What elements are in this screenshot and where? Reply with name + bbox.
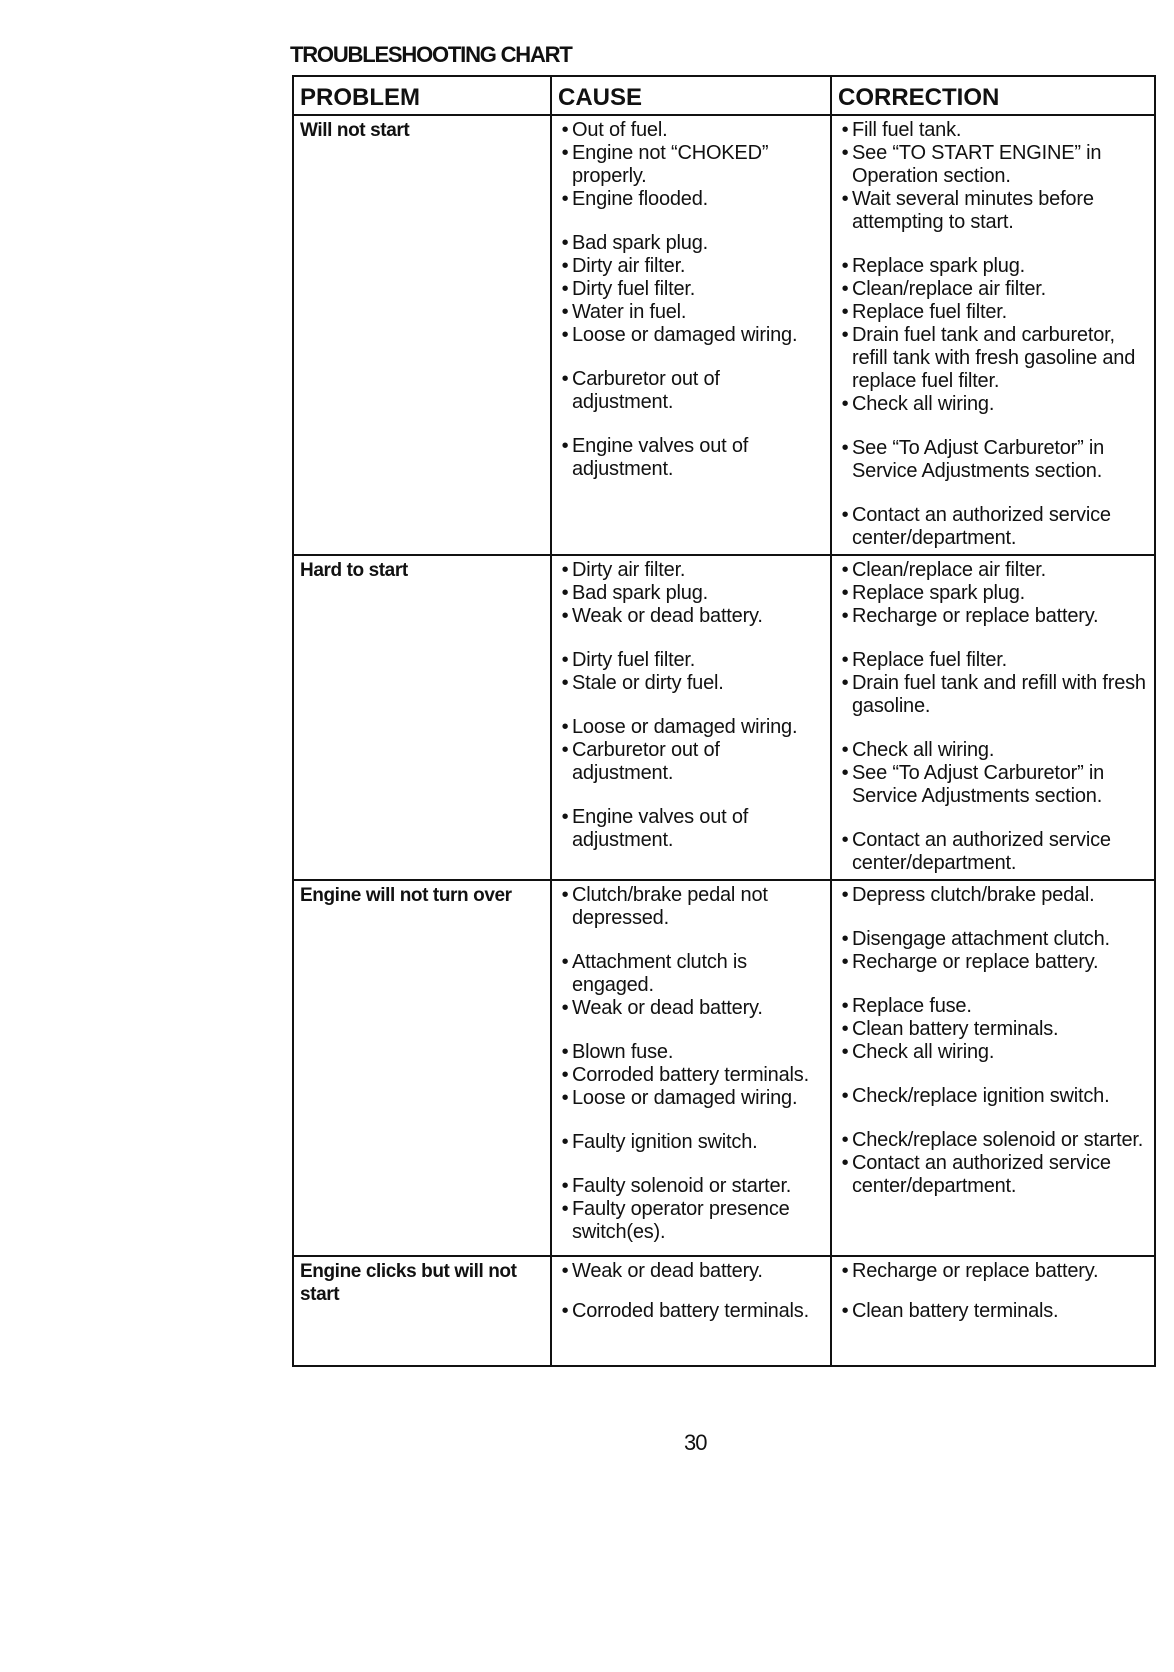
cause-text: Engine valves out of adjustment. xyxy=(572,435,749,480)
correction-cell xyxy=(831,880,1155,1256)
correction-item xyxy=(838,928,1150,951)
header-correction: CORRECTION xyxy=(831,76,1155,115)
bullet-icon: • xyxy=(561,1064,569,1086)
cause-text: Engine flooded. xyxy=(572,188,709,210)
correction-text: Check/replace ignition switch. xyxy=(852,1085,1110,1107)
cause-text: Clutch/brake pedal not depressed. xyxy=(572,884,768,929)
correction-text: Check all wiring. xyxy=(852,393,995,415)
correction-item xyxy=(838,1018,1150,1041)
correction-item xyxy=(838,829,1150,875)
cause-text: Loose or damaged wiring. xyxy=(572,716,798,738)
cause-text: Carburetor out of adjustment. xyxy=(572,739,720,784)
correction-item xyxy=(838,255,1150,278)
correction-item xyxy=(838,884,1150,907)
problem-row xyxy=(293,1256,1155,1366)
bullet-icon: • xyxy=(841,1152,849,1174)
cause-item xyxy=(558,951,826,997)
cause-item xyxy=(558,582,826,605)
cause-text: Engine valves out of adjustment. xyxy=(572,806,749,851)
bullet-icon: • xyxy=(841,437,849,459)
bullet-icon: • xyxy=(561,255,569,277)
correction-text: Recharge or replace battery. xyxy=(852,951,1099,973)
bullet-icon: • xyxy=(561,559,569,581)
cause-text: Bad spark plug. xyxy=(572,232,708,254)
bullet-icon: • xyxy=(841,884,849,906)
bullet-icon: • xyxy=(841,504,849,526)
chart-title: TROUBLESHOOTING CHART xyxy=(290,42,572,67)
cause-text: Corroded battery terminals. xyxy=(572,1064,809,1086)
bullet-icon: • xyxy=(841,672,849,694)
correction-text: Contact an authorized service center/department. xyxy=(852,504,1111,549)
problem-cell xyxy=(293,880,551,1256)
bullet-icon: • xyxy=(561,884,569,906)
cause-item xyxy=(558,301,826,324)
cause-item xyxy=(558,188,826,211)
correction-item xyxy=(838,278,1150,301)
bullet-icon: • xyxy=(561,119,569,141)
correction-item xyxy=(838,1260,1150,1283)
bullet-icon: • xyxy=(561,1087,569,1109)
correction-text: Check all wiring. xyxy=(852,1041,995,1063)
bullet-icon: • xyxy=(841,605,849,627)
problem-cell xyxy=(293,1256,551,1366)
bullet-icon: • xyxy=(561,951,569,973)
bullet-icon: • xyxy=(841,255,849,277)
cause-text: Faulty operator presence switch(es). xyxy=(572,1198,790,1243)
bullet-icon: • xyxy=(841,142,849,164)
correction-text: Clean/replace air filter. xyxy=(852,559,1046,581)
correction-item xyxy=(838,649,1150,672)
cause-item xyxy=(558,324,826,347)
bullet-icon: • xyxy=(841,393,849,415)
bullet-icon: • xyxy=(841,324,849,346)
cause-text: Engine not “CHOKED” properly. xyxy=(572,142,769,187)
correction-item xyxy=(838,301,1150,324)
cause-cell xyxy=(551,1256,831,1366)
cause-text: Water in fuel. xyxy=(572,301,687,323)
cause-item xyxy=(558,1131,826,1154)
correction-text: Wait several minutes before attempting to start. xyxy=(852,188,1094,233)
correction-text: Recharge or replace battery. xyxy=(852,1260,1099,1282)
bullet-icon: • xyxy=(841,1085,849,1107)
bullet-icon: • xyxy=(561,1131,569,1153)
cause-item xyxy=(558,1041,826,1064)
correction-text: Clean battery terminals. xyxy=(852,1018,1059,1040)
cause-item xyxy=(558,142,826,188)
correction-text: Replace spark plug. xyxy=(852,582,1025,604)
troubleshooting-table xyxy=(292,75,1156,1367)
cause-item xyxy=(558,806,826,852)
problem-text: Engine clicks but will not start xyxy=(300,1261,517,1305)
bullet-icon: • xyxy=(561,188,569,210)
bullet-icon: • xyxy=(841,1129,849,1151)
bullet-icon: • xyxy=(561,716,569,738)
bullet-icon: • xyxy=(561,605,569,627)
correction-text: Replace fuel filter. xyxy=(852,301,1007,323)
cause-item xyxy=(558,255,826,278)
correction-item xyxy=(838,1300,1150,1323)
correction-item xyxy=(838,605,1150,628)
correction-text: See “TO START ENGINE” in Operation section. xyxy=(852,142,1102,187)
correction-item xyxy=(838,559,1150,582)
problem-row xyxy=(293,880,1155,1256)
bullet-icon: • xyxy=(841,1300,849,1322)
cause-item xyxy=(558,278,826,301)
cause-item xyxy=(558,649,826,672)
correction-item xyxy=(838,1129,1150,1152)
cause-text: Weak or dead battery. xyxy=(572,1260,763,1282)
correction-item xyxy=(838,119,1150,142)
bullet-icon: • xyxy=(561,649,569,671)
bullet-icon: • xyxy=(841,649,849,671)
correction-cell xyxy=(831,115,1155,555)
cause-text: Loose or damaged wiring. xyxy=(572,1087,798,1109)
correction-item xyxy=(838,951,1150,974)
cause-item xyxy=(558,435,826,481)
correction-item xyxy=(838,762,1150,808)
bullet-icon: • xyxy=(841,188,849,210)
correction-text: See “To Adjust Carburetor” in Service Adjustments section. xyxy=(852,437,1105,482)
correction-cell xyxy=(831,555,1155,880)
correction-item xyxy=(838,188,1150,234)
cause-text: Faulty solenoid or starter. xyxy=(572,1175,792,1197)
cause-cell xyxy=(551,555,831,880)
cause-cell xyxy=(551,115,831,555)
bullet-icon: • xyxy=(841,301,849,323)
correction-item xyxy=(838,582,1150,605)
correction-item xyxy=(838,739,1150,762)
cause-text: Out of fuel. xyxy=(572,119,668,141)
cause-item xyxy=(558,1300,826,1323)
correction-text: Disengage attachment clutch. xyxy=(852,928,1110,950)
correction-item xyxy=(838,1085,1150,1108)
cause-cell xyxy=(551,880,831,1256)
bullet-icon: • xyxy=(841,1041,849,1063)
correction-text: Replace fuel filter. xyxy=(852,649,1007,671)
correction-text: Drain fuel tank and refill with fresh gasoline. xyxy=(852,672,1146,717)
correction-text: Replace fuse. xyxy=(852,995,972,1017)
header-problem: PROBLEM xyxy=(293,76,551,115)
bullet-icon: • xyxy=(841,582,849,604)
cause-item xyxy=(558,1198,826,1244)
correction-text: Contact an authorized service center/department. xyxy=(852,1152,1111,1197)
cause-text: Dirty air filter. xyxy=(572,559,686,581)
bullet-icon: • xyxy=(561,582,569,604)
problem-row xyxy=(293,555,1155,880)
cause-text: Faulty ignition switch. xyxy=(572,1131,758,1153)
correction-text: Replace spark plug. xyxy=(852,255,1025,277)
cause-item xyxy=(558,559,826,582)
cause-text: Stale or dirty fuel. xyxy=(572,672,724,694)
problem-text: Will not start xyxy=(300,120,410,141)
bullet-icon: • xyxy=(561,1198,569,1220)
cause-text: Corroded battery terminals. xyxy=(572,1300,809,1322)
bullet-icon: • xyxy=(561,1300,569,1322)
bullet-icon: • xyxy=(841,951,849,973)
correction-item xyxy=(838,995,1150,1018)
bullet-icon: • xyxy=(841,995,849,1017)
correction-item xyxy=(838,504,1150,550)
cause-item xyxy=(558,119,826,142)
cause-text: Carburetor out of adjustment. xyxy=(572,368,720,413)
bullet-icon: • xyxy=(841,1260,849,1282)
correction-text: Clean/replace air filter. xyxy=(852,278,1046,300)
correction-item xyxy=(838,393,1150,416)
bullet-icon: • xyxy=(561,806,569,828)
cause-item xyxy=(558,1087,826,1110)
correction-text: Contact an authorized service center/department. xyxy=(852,829,1111,874)
cause-item xyxy=(558,1260,826,1283)
correction-text: Drain fuel tank and carburetor, refill tank with fresh gasoline and replace fuel filter. xyxy=(852,324,1136,392)
cause-item xyxy=(558,368,826,414)
bullet-icon: • xyxy=(561,324,569,346)
cause-text: Blown fuse. xyxy=(572,1041,674,1063)
correction-item xyxy=(838,1041,1150,1064)
cause-item xyxy=(558,232,826,255)
problem-text: Hard to start xyxy=(300,560,408,581)
problem-row xyxy=(293,115,1155,555)
bullet-icon: • xyxy=(561,301,569,323)
correction-text: Recharge or replace battery. xyxy=(852,605,1099,627)
cause-text: Attachment clutch is engaged. xyxy=(572,951,747,996)
bullet-icon: • xyxy=(841,559,849,581)
bullet-icon: • xyxy=(561,1175,569,1197)
bullet-icon: • xyxy=(561,368,569,390)
bullet-icon: • xyxy=(561,739,569,761)
bullet-icon: • xyxy=(841,739,849,761)
problem-text: Engine will not turn over xyxy=(300,885,512,906)
bullet-icon: • xyxy=(561,232,569,254)
bullet-icon: • xyxy=(561,1041,569,1063)
cause-text: Weak or dead battery. xyxy=(572,997,763,1019)
header-cause: CAUSE xyxy=(551,76,831,115)
bullet-icon: • xyxy=(561,672,569,694)
cause-text: Loose or damaged wiring. xyxy=(572,324,798,346)
correction-item xyxy=(838,142,1150,188)
correction-item xyxy=(838,324,1150,393)
correction-text: See “To Adjust Carburetor” in Service Adjustments section. xyxy=(852,762,1105,807)
correction-text: Fill fuel tank. xyxy=(852,119,962,141)
problem-cell xyxy=(293,555,551,880)
bullet-icon: • xyxy=(561,997,569,1019)
header-row xyxy=(293,76,1155,115)
correction-text: Check/replace solenoid or starter. xyxy=(852,1129,1144,1151)
bullet-icon: • xyxy=(561,142,569,164)
cause-item xyxy=(558,1175,826,1198)
cause-item xyxy=(558,716,826,739)
cause-item xyxy=(558,739,826,785)
correction-item xyxy=(838,437,1150,483)
bullet-icon: • xyxy=(561,278,569,300)
correction-item xyxy=(838,672,1150,718)
cause-item xyxy=(558,884,826,930)
cause-text: Dirty air filter. xyxy=(572,255,686,277)
correction-cell xyxy=(831,1256,1155,1366)
correction-text: Clean battery terminals. xyxy=(852,1300,1059,1322)
cause-item xyxy=(558,1064,826,1087)
cause-item xyxy=(558,672,826,695)
correction-text: Check all wiring. xyxy=(852,739,995,761)
cause-text: Dirty fuel filter. xyxy=(572,649,696,671)
bullet-icon: • xyxy=(561,435,569,457)
cause-text: Weak or dead battery. xyxy=(572,605,763,627)
bullet-icon: • xyxy=(841,829,849,851)
bullet-icon: • xyxy=(841,928,849,950)
cause-item xyxy=(558,997,826,1020)
cause-text: Dirty fuel filter. xyxy=(572,278,696,300)
correction-item xyxy=(838,1152,1150,1198)
cause-text: Bad spark plug. xyxy=(572,582,708,604)
bullet-icon: • xyxy=(841,762,849,784)
bullet-icon: • xyxy=(561,1260,569,1282)
bullet-icon: • xyxy=(841,278,849,300)
cause-item xyxy=(558,605,826,628)
bullet-icon: • xyxy=(841,119,849,141)
correction-text: Depress clutch/brake pedal. xyxy=(852,884,1095,906)
problem-cell xyxy=(293,115,551,555)
page-number: 30 xyxy=(684,1430,707,1455)
bullet-icon: • xyxy=(841,1018,849,1040)
